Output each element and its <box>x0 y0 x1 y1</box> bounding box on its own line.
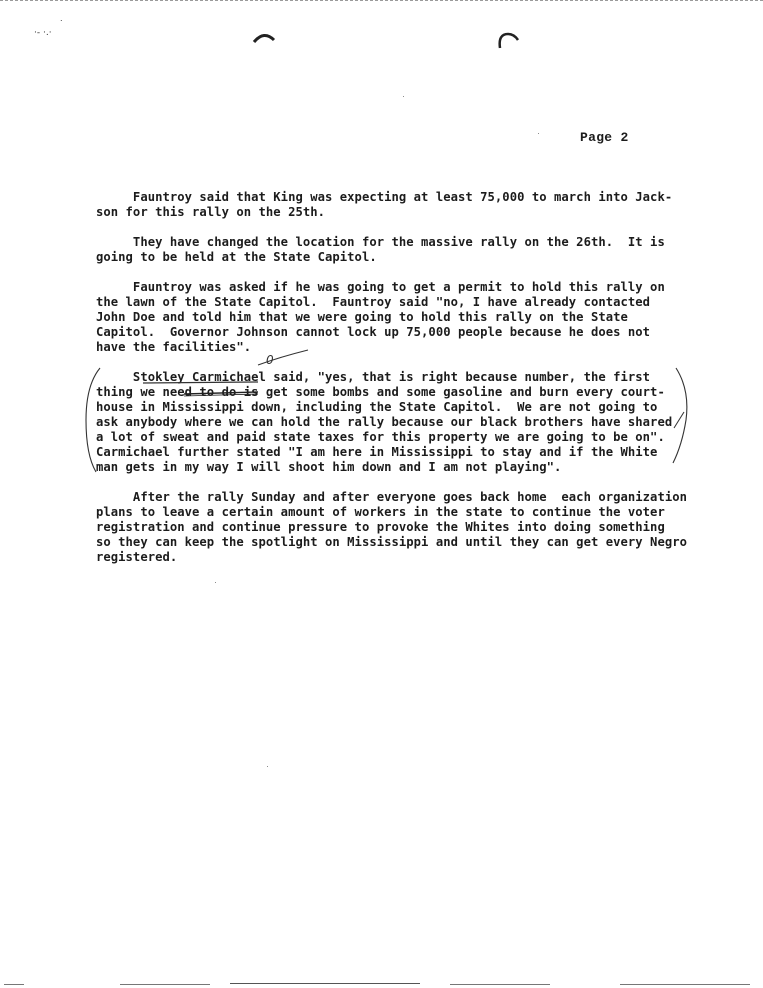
paragraph-1 <box>96 190 706 220</box>
text-line: son for this rally on the 25th. <box>96 205 326 219</box>
text-line: They have changed the location for the massive rally on the 26th. It is <box>96 235 665 249</box>
text-line: Fauntroy said that King was expecting at least 75,000 to march into Jack- <box>96 190 673 204</box>
text-line: plans to leave a certain amount of workers in the state to continue the voter <box>96 505 665 519</box>
text-line: man gets in my way I will shoot him down and I am not playing". <box>96 460 562 474</box>
handwritten-zero-mark: 0 <box>266 353 274 367</box>
bottom-scan-line <box>620 984 750 985</box>
text-line: thing we need to do is get some bombs and some gasoline and burn every court- <box>96 385 665 399</box>
text-line: Stokley Carmichael said, "yes, that is right because number, the first <box>96 370 651 384</box>
bottom-scan-line <box>120 984 210 985</box>
speck <box>215 582 216 583</box>
punch-hole-mark-left <box>252 30 276 46</box>
speck <box>403 96 404 97</box>
text-line: registration and continue pressure to provoke the Whites into doing something <box>96 520 665 534</box>
speck <box>267 766 268 767</box>
speck <box>538 133 539 134</box>
bottom-scan-line <box>230 983 420 984</box>
text-line: John Doe and told him that we were going to hold this rally on the State <box>96 310 628 324</box>
text-line: house in Mississippi down, including the State Capitol. We are not going to <box>96 400 658 414</box>
text-line: have the facilities". <box>96 340 252 354</box>
paragraph-5 <box>96 490 706 565</box>
scan-artifact: . <box>60 14 63 23</box>
text-line: the lawn of the State Capitol. Fauntroy said "no, I have already contacted <box>96 295 651 309</box>
bottom-scan-line <box>450 984 550 985</box>
text-line: so they can keep the spotlight on Mississippi and until they can get every Negro <box>96 535 687 549</box>
text-line: Capitol. Governor Johnson cannot lock up 75,000 people because he does not <box>96 325 651 339</box>
page-number: Page 2 <box>580 130 629 145</box>
text-line: Fauntroy was asked if he was going to get a permit to hold this rally on <box>96 280 665 294</box>
text-line: After the rally Sunday and after everyone goes back home each organization <box>96 490 687 504</box>
paragraph-4 <box>96 370 706 475</box>
text-line: registered. <box>96 550 178 564</box>
scan-artifact: ·- ·.· <box>34 28 52 38</box>
paragraph-3 <box>96 280 706 355</box>
text-line: a lot of sweat and paid state taxes for this property we are going to be on". <box>96 430 665 444</box>
page-top-border <box>0 0 763 3</box>
bottom-scan-line <box>4 984 24 985</box>
punch-hole-mark-right <box>496 30 520 50</box>
text-line: going to be held at the State Capitol. <box>96 250 377 264</box>
text-line: ask anybody where we can hold the rally because our black brothers have shared <box>96 415 673 429</box>
text-line: Carmichael further stated "I am here in Mississippi to stay and if the White <box>96 445 658 459</box>
paragraph-2 <box>96 235 706 265</box>
